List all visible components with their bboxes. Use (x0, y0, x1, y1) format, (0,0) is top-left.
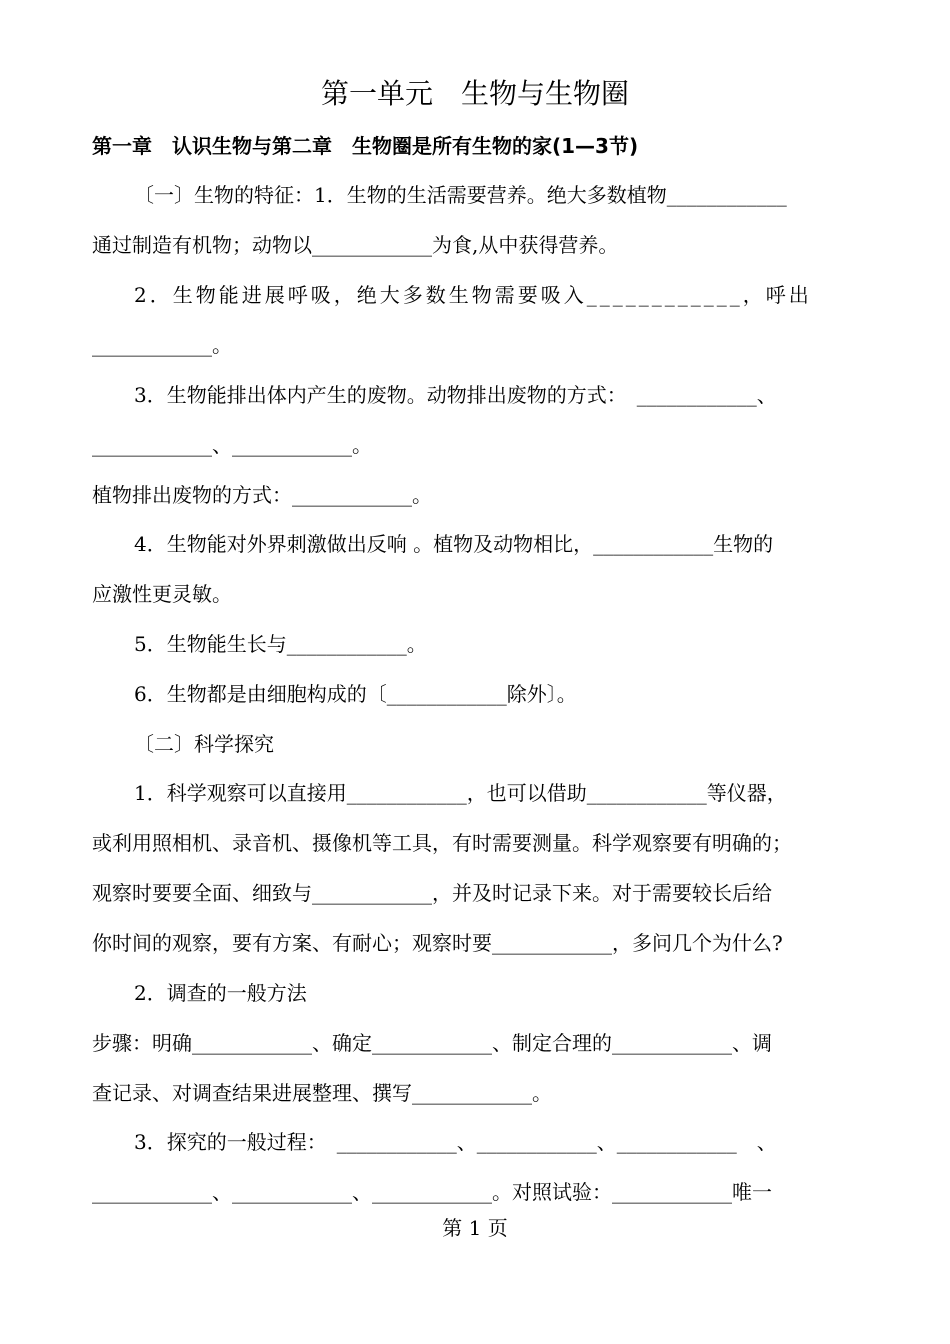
text-line: 查记录、对调查结果进展整理、撰写____________。 (92, 1081, 552, 1105)
section-heading: 〔二〕科学探究 (134, 732, 274, 756)
page-number: 第 1 页 (442, 1216, 508, 1240)
text-line: 步骤：明确____________、确定____________、制定合理的____________、调 (92, 1031, 772, 1055)
text-line: ____________、____________、____________。对照试验：____________唯一 (92, 1180, 772, 1204)
text-line: 或利用照相机、录音机、摄像机等工具，有时需要测量。科学观察要有明确的； (92, 831, 792, 855)
text-line: 3．生物能排出体内产生的废物。动物排出废物的方式： ____________、 (134, 383, 777, 407)
text-line: 5．生物能生长与____________。 (134, 632, 427, 656)
text-line: 通过制造有机物；动物以____________为食,从中获得营养。 (92, 233, 619, 257)
page-title: 第一单元 生物与生物圈 (320, 77, 629, 110)
text-line: ____________。 (92, 333, 232, 357)
text-line: 植物排出废物的方式：____________。 (92, 483, 432, 507)
text-line: 〔一〕生物的特征：1．生物的生活需要营养。绝大多数植物____________ (134, 183, 787, 207)
text-line: 3．探究的一般过程： ____________、____________、____________ 、 (134, 1130, 777, 1154)
text-line: 2．调查的一般方法 (134, 981, 307, 1005)
text-line: 1．科学观察可以直接用____________，也可以借助____________等仪器， (134, 781, 787, 805)
text-line: 你时间的观察，要有方案、有耐心；观察时要____________，多问几个为什么? (92, 931, 783, 955)
text-line: 应激性更灵敏。 (92, 582, 232, 606)
text-line: 2．生物能进展呼吸，绝大多数生物需要吸入____________，呼出 (134, 283, 812, 307)
text-line: 观察时要要全面、细致与____________，并及时记录下来。对于需要较长后给 (92, 881, 772, 905)
text-line: 6．生物都是由细胞构成的〔____________除外〕。 (134, 682, 577, 706)
text-line: ____________、____________。 (92, 433, 372, 457)
chapter-heading: 第一章 认识生物与第二章 生物圈是所有生物的家(1—3节) (92, 134, 639, 158)
text-line: 4．生物能对外界刺激做出反响 。植物及动物相比，____________生物的 (134, 532, 774, 556)
